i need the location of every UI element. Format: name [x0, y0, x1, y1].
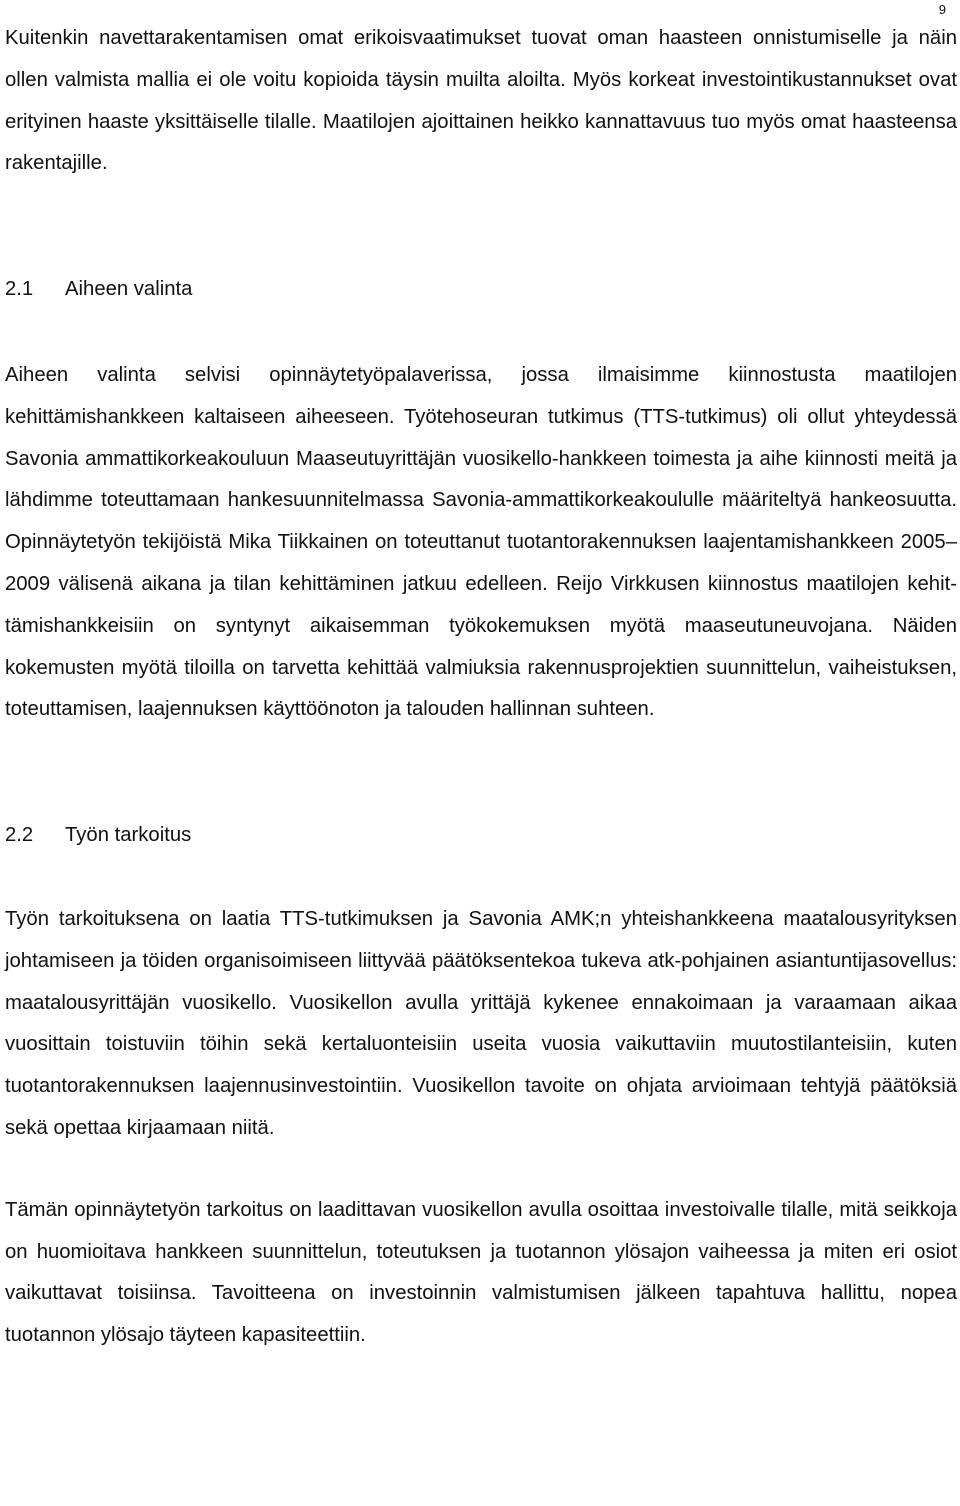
section-title: Aiheen valinta: [65, 278, 193, 301]
aiheen-valinta-paragraph: Aiheen valinta selvisi opinnäytetyöpalaverissa, jossa ilmaisimme kiinnostusta maatilojen kehittämishankkeen kaltaiseen aiheeseen. Työtehoseuran tutkimus (TTS-tutkimus) oli ollut yhteydessä Savonia ammattikorkeakouluun Maaseutuyrittäjän vuosikello-hankkeen toimesta ja aihe kiinnosti meitä ja lähdimme toteuttamaan hankesuunnitelmassa Savonia-ammattikorkeakoululle määriteltyä hankeosuutta. Opinnäytetyön tekijöistä Mika Tiikkainen on toteuttanut tuotantorakennuksen laajentamishankkeen 2005–2009 välisenä aikana ja tilan kehittäminen jatkuu edelleen. Reijo Virkkusen kiinnostus maatilojen kehittämishankkeisiin on syntynyt aikaisemman työkokemuksen myötä maaseutuneuvojana. Näiden kokemusten myötä tiloilla on tarvetta kehittää valmiuksia rakennusprojektien suunnittelun, vaiheistuksen, toteuttamisen, laajennuksen käyttöönoton ja talouden hallinnan suhteen.: [5, 363, 957, 721]
tyon-tarkoitus-paragraph-2: Tämän opinnäytetyön tarkoitus on laadittavan vuosikellon avulla osoittaa investoivalle tilalle, mitä seikkoja on huomioitava hankkeen suunnittelun, toteutuksen ja tuotannon ylösajon vaiheessa ja miten eri osiot vaikuttavat toisiinsa. Tavoitteena on investoinnin valmistumisen jälkeen tapahtuva hallittu, nopea tuotannon ylösajo täyteen kapasiteettiin.: [5, 1198, 957, 1347]
tyon-tarkoitus-paragraph-1: Työn tarkoituksena on laatia TTS-tutkimuksen ja Savonia AMK;n yhteishankkeena maatalousyrityksen johtamiseen ja töiden organisoimiseen liittyvää päätöksentekoa tukeva atk-pohjainen asiantuntijasovellus: maatalousyrittäjän vuosikello. Vuosikellon avulla yrittäjä kykenee ennakoimaan ja varaamaan aikaa vuosittain toistuviin töihin sekä kertaluonteisiin useita vuosia vaikuttaviin muutostilanteisiin, kuten tuotantorakennuksen laajennusinvestointiin. Vuosikellon tavoite on ohjata arvioimaan tehtyjä päätöksiä sekä opettaa kirjaamaan niitä.: [5, 907, 957, 1139]
intro-paragraph: Kuitenkin navettarakentamisen omat erikoisvaatimukset tuovat oman haasteen onnistumiselle ja näin ollen valmista mallia ei ole voitu kopioida täysin muilta aloilta. Myös korkeat investointikustannukset ovat erityinen haaste yksittäiselle tilalle. Maatilojen ajoittainen heikko kannattavuus tuo myös omat haasteensa rakentajille.: [5, 27, 957, 175]
page-number: 9: [938, 2, 946, 17]
section-number: 2.1: [5, 278, 34, 301]
document-page: [5, 18, 957, 1357]
section-heading-tyon-tarkoitus: [5, 815, 957, 857]
section-heading-aiheen-valinta: [5, 269, 957, 311]
section-title: Työn tarkoitus: [65, 824, 192, 847]
section-number: 2.2: [5, 824, 34, 847]
